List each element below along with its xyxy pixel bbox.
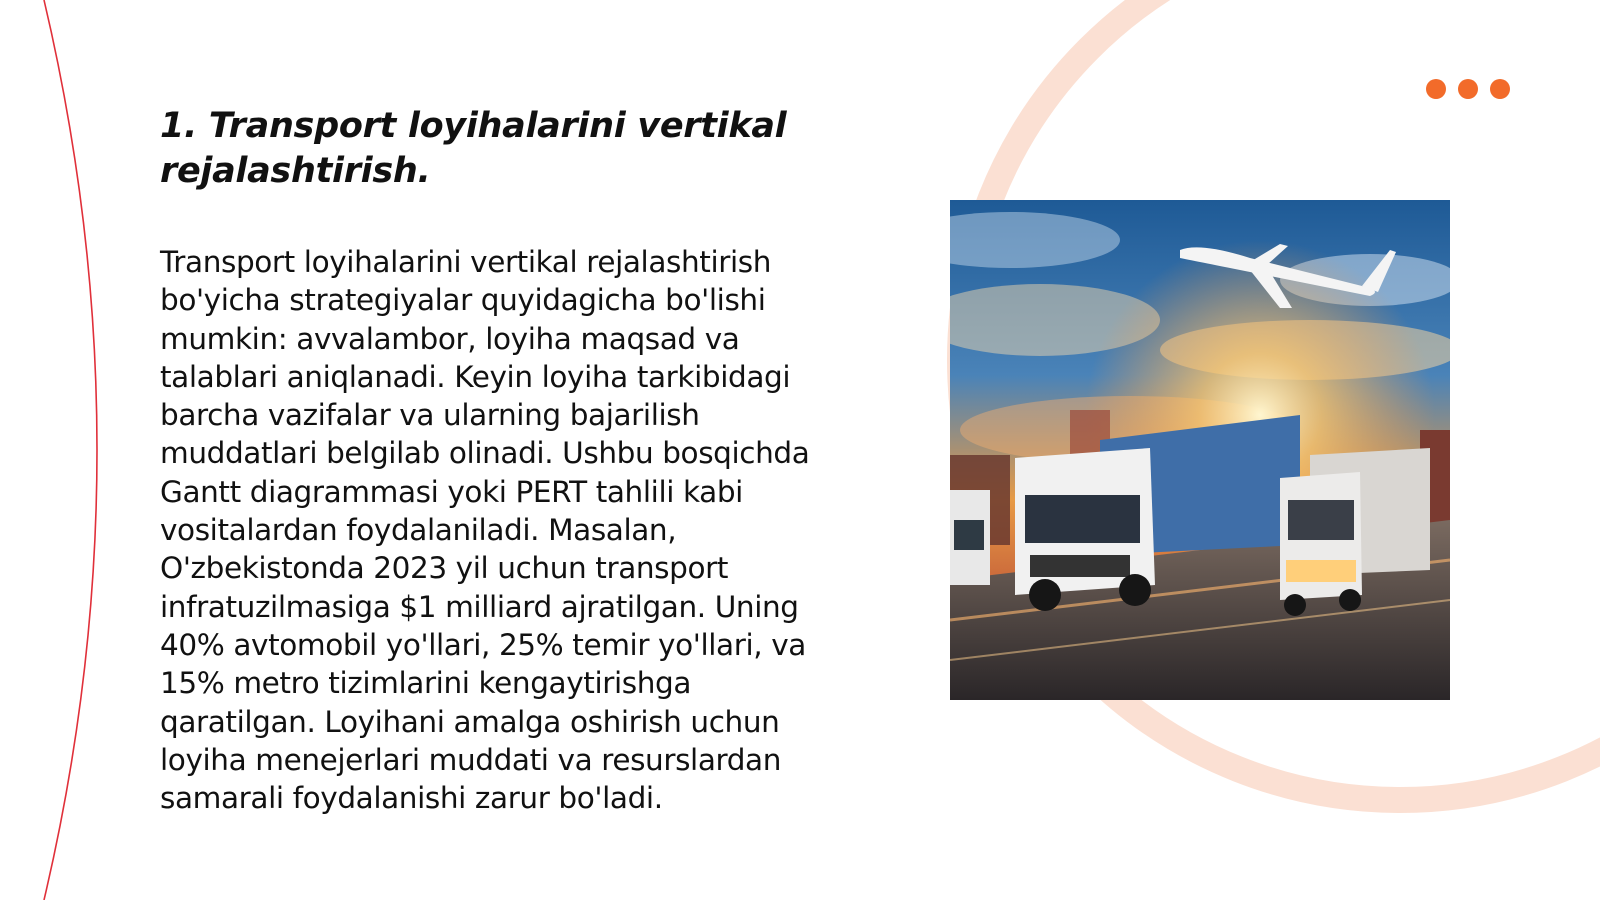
left-red-curve — [44, 0, 97, 900]
slide-body-text: Transport loyihalarini vertikal rejalashtirish bo'yicha strategiyalar quyidagicha bo'lishi mumkin: avvalambor, loyiha maqsad va talablari aniqlanadi. Keyin loyiha tarkibidagi barcha vazifalar va ularning bajarilish muddatlari belgilab olinadi. Ushbu bosqichda Gantt diagrammasi yoki PERT tahlili kabi vositalardan foydalaniladi. Masalan, O'zbekistonda 2023 yil uchun transport infratuzilmasiga $1 milliard ajratilgan. Uning 40% avtomobil yo'llari, 25% temir yo'llari, va 15% metro tizimlarini kengaytirishga qaratilgan. Loyihani amalga oshirish uchun loyiha menejerlari muddati va resurslardan samarali foydalanishi zarur bo'ladi. — [160, 245, 810, 816]
more-dots-icon — [1426, 79, 1510, 99]
slide-title: 1. Transport loyihalarini vertikal rejalashtirish. — [160, 106, 787, 191]
transport-photo — [950, 200, 1450, 700]
truck-far-left — [950, 490, 990, 585]
